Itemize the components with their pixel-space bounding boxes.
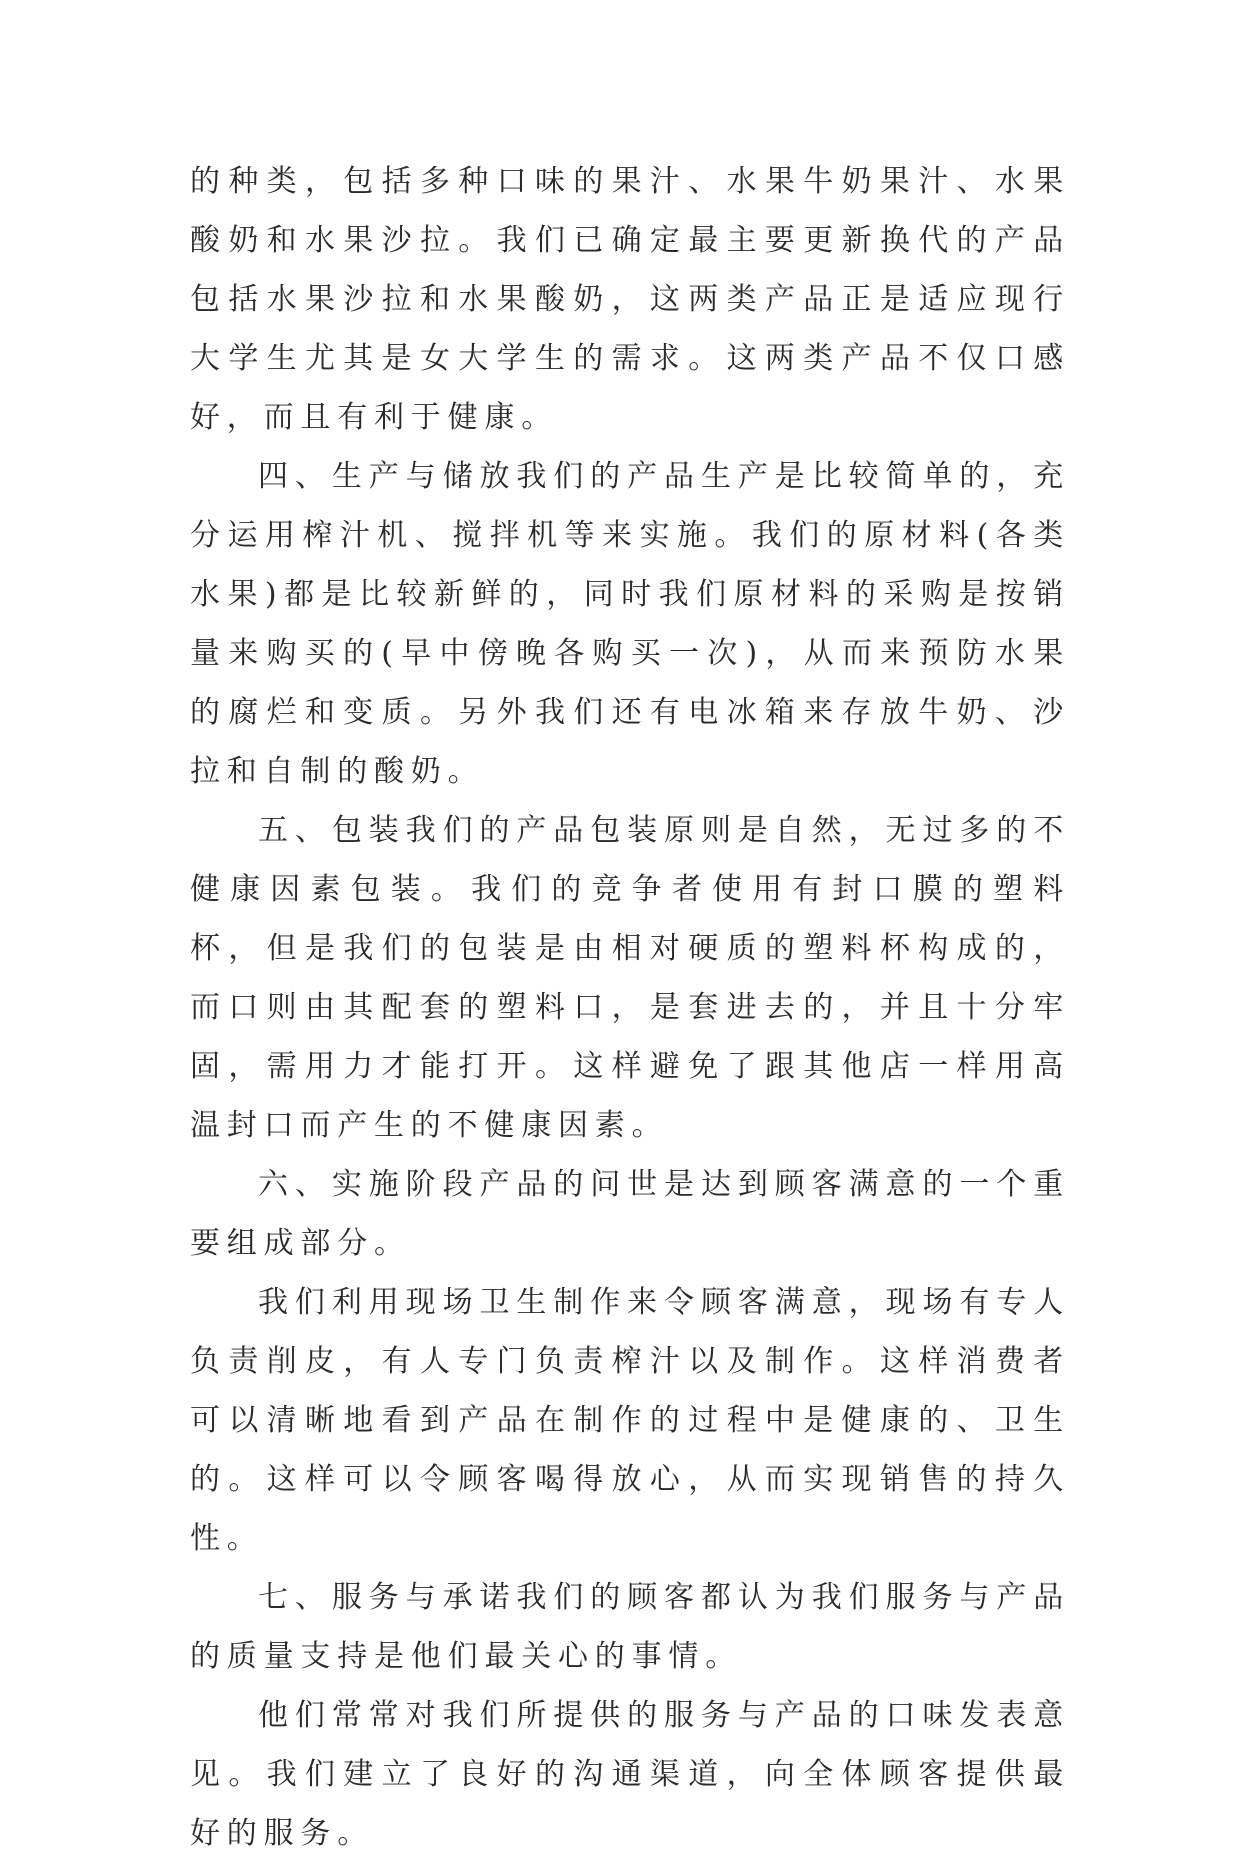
paragraph-onsite-production: 我们利用现场卫生制作来令顾客满意，现场有专人负责削皮，有人专门负责榨汁以及制作。这样消费者可以清晰地看到产品在制作的过程中是健康的、卫生的。这样可以令顾客喝得放心，从而实现销售的持久性。	[190, 1285, 1070, 1556]
document-page	[190, 152, 1070, 1863]
paragraph-service-commitment: 七、服务与承诺我们的顾客都认为我们服务与产品的质量支持是他们最关心的事情。	[190, 1580, 1070, 1674]
paragraph-customer-feedback: 他们常常对我们所提供的服务与产品的口味发表意见。我们建立了良好的沟通渠道，向全体顾客提供最好的服务。	[190, 1698, 1070, 1851]
paragraph-implementation: 六、实施阶段产品的问世是达到顾客满意的一个重要组成部分。	[190, 1167, 1070, 1261]
paragraph-production-storage: 四、生产与储放我们的产品生产是比较简单的，充分运用榨汁机、搅拌机等来实施。我们的原材料(各类水果)都是比较新鲜的，同时我们原材料的采购是按销量来购买的(早中傍晚各购买一次)，从而来预防水果的腐烂和变质。另外我们还有电冰箱来存放牛奶、沙拉和自制的酸奶。	[190, 459, 1070, 789]
paragraph-product-types: 的种类，包括多种口味的果汁、水果牛奶果汁、水果酸奶和水果沙拉。我们已确定最主要更新换代的产品包括水果沙拉和水果酸奶，这两类产品正是适应现行大学生尤其是女大学生的需求。这两类产品不仅口感好，而且有利于健康。	[190, 164, 1070, 435]
paragraph-packaging: 五、包装我们的产品包装原则是自然，无过多的不健康因素包装。我们的竞争者使用有封口膜的塑料杯，但是我们的包装是由相对硬质的塑料杯构成的，而口则由其配套的塑料口，是套进去的，并且十分牢固，需用力才能打开。这样避免了跟其他店一样用高温封口而产生的不健康因素。	[190, 813, 1070, 1143]
